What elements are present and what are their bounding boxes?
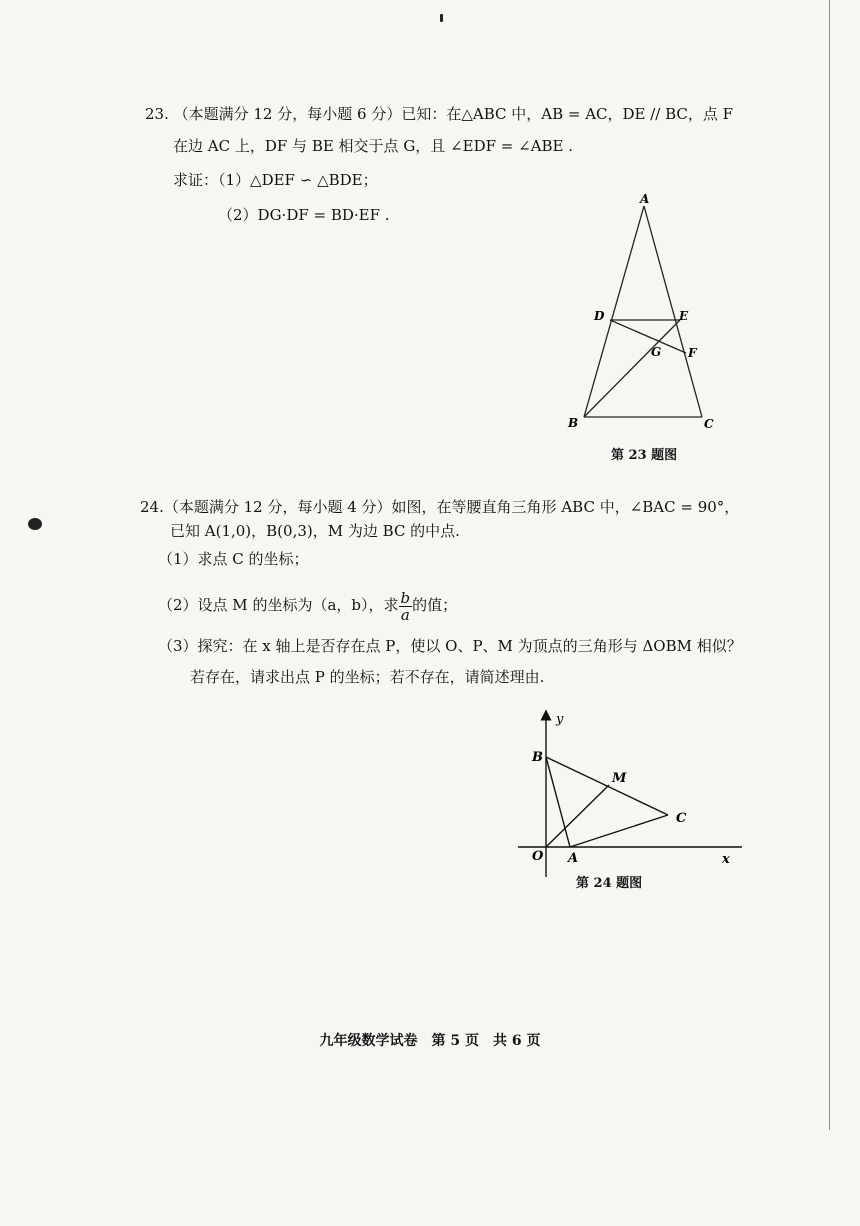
scan-mark	[440, 14, 443, 22]
label-c: C	[676, 811, 687, 826]
page-edge-line	[829, 0, 830, 1130]
label-g: G	[651, 345, 662, 359]
q23-figure-caption: 第 23 题图	[611, 448, 678, 463]
q24-item2-after: 的值；	[412, 596, 458, 614]
q23-line1: 23. （本题满分 12 分，每小题 6 分）已知：在△ABC 中，AB = AC，DE // BC，点 F	[145, 105, 734, 123]
q24-item3-line1: （3）探究：在 x 轴上是否存在点 P，使以 O、P、M 为顶点的三角形与 ΔOBM 相似？	[158, 637, 742, 655]
q24-item2	[158, 583, 457, 627]
seg-ac	[570, 815, 668, 847]
label-e: E	[679, 309, 689, 323]
fraction-numerator: b	[400, 588, 411, 607]
label-b: B	[532, 750, 543, 765]
q23-figure	[560, 190, 730, 440]
label-a: A	[640, 192, 650, 206]
q24-item2-before: （2）设点 M 的坐标为（a，b），求	[158, 596, 399, 614]
label-x: x	[722, 852, 730, 867]
q24-item2-fraction	[399, 590, 413, 623]
q23-line3: 求证：（1）△DEF ∽ △BDE；	[173, 171, 378, 189]
q24-item1: （1）求点 C 的坐标；	[158, 550, 309, 568]
q24-line2: 已知 A(1,0)，B(0,3)，M 为边 BC 的中点.	[170, 522, 460, 540]
q23-line2: 在边 AC 上，DF 与 BE 相交于点 G，且 ∠EDF = ∠ABE .	[173, 137, 574, 155]
label-b: B	[568, 416, 579, 430]
page-footer: 九年级数学试卷 第 5 页 共 6 页	[319, 1033, 541, 1049]
label-o: O	[532, 849, 544, 864]
q24-line1: 24.（本题满分 12 分，每小题 4 分）如图，在等腰直角三角形 ABC 中，∠BAC = 90°，	[140, 498, 740, 516]
label-y: y	[556, 712, 564, 727]
label-m: M	[612, 771, 627, 786]
seg-ba	[546, 757, 570, 847]
label-a: A	[568, 851, 579, 866]
label-f: F	[688, 346, 697, 360]
q23-line4: （2）DG·DF = BD·EF .	[218, 206, 390, 224]
side-ab	[584, 206, 644, 417]
label-c: C	[704, 417, 714, 431]
side-ac	[644, 206, 702, 417]
q24-figure-caption: 第 24 题图	[576, 876, 643, 891]
label-d: D	[594, 309, 605, 323]
ink-blot	[28, 518, 42, 530]
fraction-denominator: a	[400, 605, 410, 624]
q24-item3-line2: 若存在，请求出点 P 的坐标；若不存在，请简述理由.	[190, 668, 545, 686]
q24-figure	[510, 705, 750, 885]
